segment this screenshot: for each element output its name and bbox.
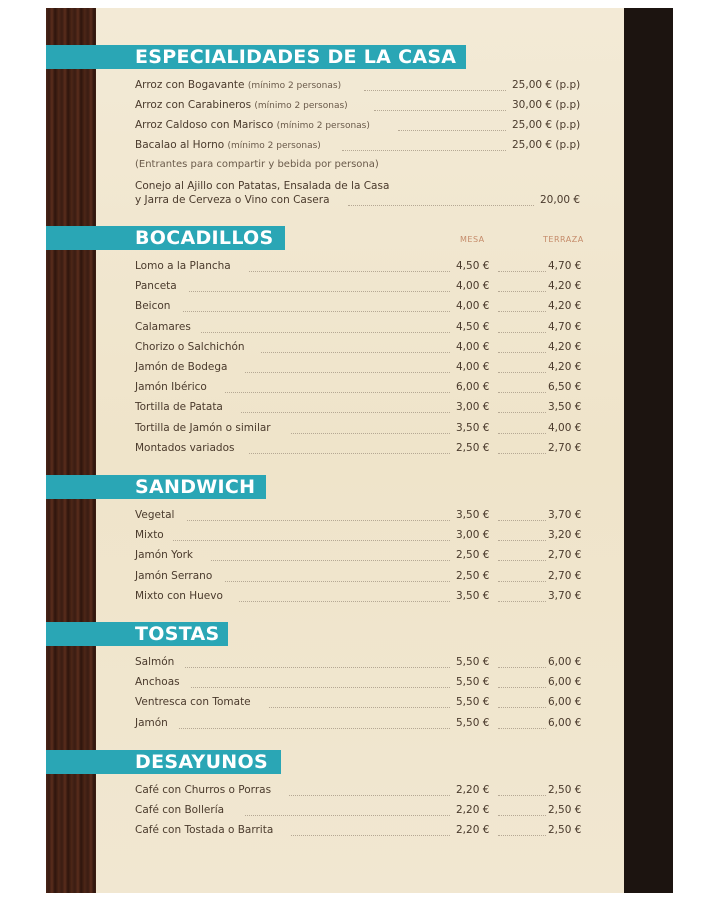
price-terraza: 4,70 € bbox=[548, 260, 582, 272]
combo-line-1: Conejo al Ajillo con Patatas, Ensalada de la Casa bbox=[135, 180, 390, 192]
menu-item-name: Panceta bbox=[135, 280, 177, 292]
menu-item-name: Anchoas bbox=[135, 676, 180, 688]
menu-item-name: Montados variados bbox=[135, 442, 235, 454]
menu-item-name: Jamón York bbox=[135, 549, 194, 561]
item-price: 25,00 € (p.p) bbox=[512, 119, 581, 131]
price-mesa: 2,20 € bbox=[456, 784, 490, 796]
price-mesa: 4,00 € bbox=[456, 280, 490, 292]
menu-item-name: Café con Tostada o Barrita bbox=[135, 824, 274, 836]
item-price: 25,00 € (p.p) bbox=[512, 139, 581, 151]
section-heading-tostas: TOSTAS bbox=[46, 622, 228, 646]
price-terraza: 2,70 € bbox=[548, 549, 582, 561]
price-terraza: 6,00 € bbox=[548, 696, 582, 708]
price-terraza: 6,00 € bbox=[548, 656, 582, 668]
item-price: 30,00 € (p.p) bbox=[512, 99, 581, 111]
price-mesa: 3,50 € bbox=[456, 590, 490, 602]
price-mesa: 5,50 € bbox=[456, 696, 490, 708]
menu-item: Arroz con Carabineros (mínimo 2 personas) bbox=[135, 99, 348, 111]
price-terraza: 6,00 € bbox=[548, 676, 582, 688]
price-terraza: 4,20 € bbox=[548, 280, 582, 292]
price-mesa: 4,00 € bbox=[456, 361, 490, 373]
menu-item-name: Ventresca con Tomate bbox=[135, 696, 251, 708]
price-terraza: 3,50 € bbox=[548, 401, 582, 413]
column-header-terraza: TERRAZA bbox=[543, 235, 584, 244]
price-mesa: 4,00 € bbox=[456, 300, 490, 312]
price-mesa: 3,00 € bbox=[456, 401, 490, 413]
price-terraza: 4,20 € bbox=[548, 341, 582, 353]
menu-item-name: Beicon bbox=[135, 300, 171, 312]
section-heading-sandwich: SANDWICH bbox=[46, 475, 266, 499]
price-mesa: 4,50 € bbox=[456, 321, 490, 333]
price-mesa: 3,00 € bbox=[456, 529, 490, 541]
menu-item-name: Jamón Ibérico bbox=[135, 381, 207, 393]
dark-edge bbox=[624, 8, 673, 893]
price-mesa: 5,50 € bbox=[456, 676, 490, 688]
combo-line-2: y Jarra de Cerveza o Vino con Casera bbox=[135, 194, 330, 206]
price-mesa: 2,50 € bbox=[456, 549, 490, 561]
item-price: 25,00 € (p.p) bbox=[512, 79, 581, 91]
section-heading-especialidades: ESPECIALIDADES DE LA CASA bbox=[46, 45, 466, 69]
price-terraza: 6,00 € bbox=[548, 717, 582, 729]
menu-item: Arroz Caldoso con Marisco (mínimo 2 personas) bbox=[135, 119, 370, 131]
price-terraza: 4,70 € bbox=[548, 321, 582, 333]
price-mesa: 6,00 € bbox=[456, 381, 490, 393]
price-terraza: 2,50 € bbox=[548, 784, 582, 796]
price-mesa: 5,50 € bbox=[456, 717, 490, 729]
menu-item-name: Salmón bbox=[135, 656, 175, 668]
price-terraza: 2,70 € bbox=[548, 570, 582, 582]
menu-item-name: Lomo a la Plancha bbox=[135, 260, 231, 272]
price-terraza: 2,50 € bbox=[548, 824, 582, 836]
price-terraza: 3,20 € bbox=[548, 529, 582, 541]
price-mesa: 3,50 € bbox=[456, 422, 490, 434]
price-terraza: 6,50 € bbox=[548, 381, 582, 393]
menu-item-name: Vegetal bbox=[135, 509, 175, 521]
price-mesa: 4,00 € bbox=[456, 341, 490, 353]
combo-price: 20,00 € bbox=[540, 194, 581, 206]
price-mesa: 4,50 € bbox=[456, 260, 490, 272]
price-mesa: 3,50 € bbox=[456, 509, 490, 521]
menu-item-name: Jamón Serrano bbox=[135, 570, 213, 582]
price-terraza: 4,20 € bbox=[548, 361, 582, 373]
price-mesa: 2,50 € bbox=[456, 442, 490, 454]
menu-item-name: Chorizo o Salchichón bbox=[135, 341, 245, 353]
menu-item-name: Jamón bbox=[135, 717, 168, 729]
menu-item: Arroz con Bogavante (mínimo 2 personas) bbox=[135, 79, 342, 91]
price-terraza: 2,70 € bbox=[548, 442, 582, 454]
section-heading-desayunos: DESAYUNOS bbox=[46, 750, 281, 774]
menu-item-name: Calamares bbox=[135, 321, 191, 333]
price-terraza: 2,50 € bbox=[548, 804, 582, 816]
menu-item-name: Tortilla de Patata bbox=[135, 401, 223, 413]
price-terraza: 3,70 € bbox=[548, 509, 582, 521]
section-heading-bocadillos: BOCADILLOS bbox=[46, 226, 285, 250]
menu-item-name: Mixto bbox=[135, 529, 164, 541]
menu-item-name: Café con Churros o Porras bbox=[135, 784, 272, 796]
menu-item: Bacalao al Horno (mínimo 2 personas) bbox=[135, 139, 321, 151]
price-mesa: 2,20 € bbox=[456, 804, 490, 816]
menu-item-name: Mixto con Huevo bbox=[135, 590, 223, 602]
price-mesa: 2,20 € bbox=[456, 824, 490, 836]
menu-item-name: Café con Bollería bbox=[135, 804, 225, 816]
price-terraza: 3,70 € bbox=[548, 590, 582, 602]
price-mesa: 5,50 € bbox=[456, 656, 490, 668]
price-terraza: 4,20 € bbox=[548, 300, 582, 312]
price-mesa: 2,50 € bbox=[456, 570, 490, 582]
menu-page bbox=[46, 8, 673, 893]
menu-item-name: Tortilla de Jamón o similar bbox=[135, 422, 271, 434]
price-terraza: 4,00 € bbox=[548, 422, 582, 434]
menu-item-name: Jamón de Bodega bbox=[135, 361, 228, 373]
entrantes-note: (Entrantes para compartir y bebida por persona) bbox=[135, 159, 379, 170]
column-header-mesa: MESA bbox=[460, 235, 485, 244]
